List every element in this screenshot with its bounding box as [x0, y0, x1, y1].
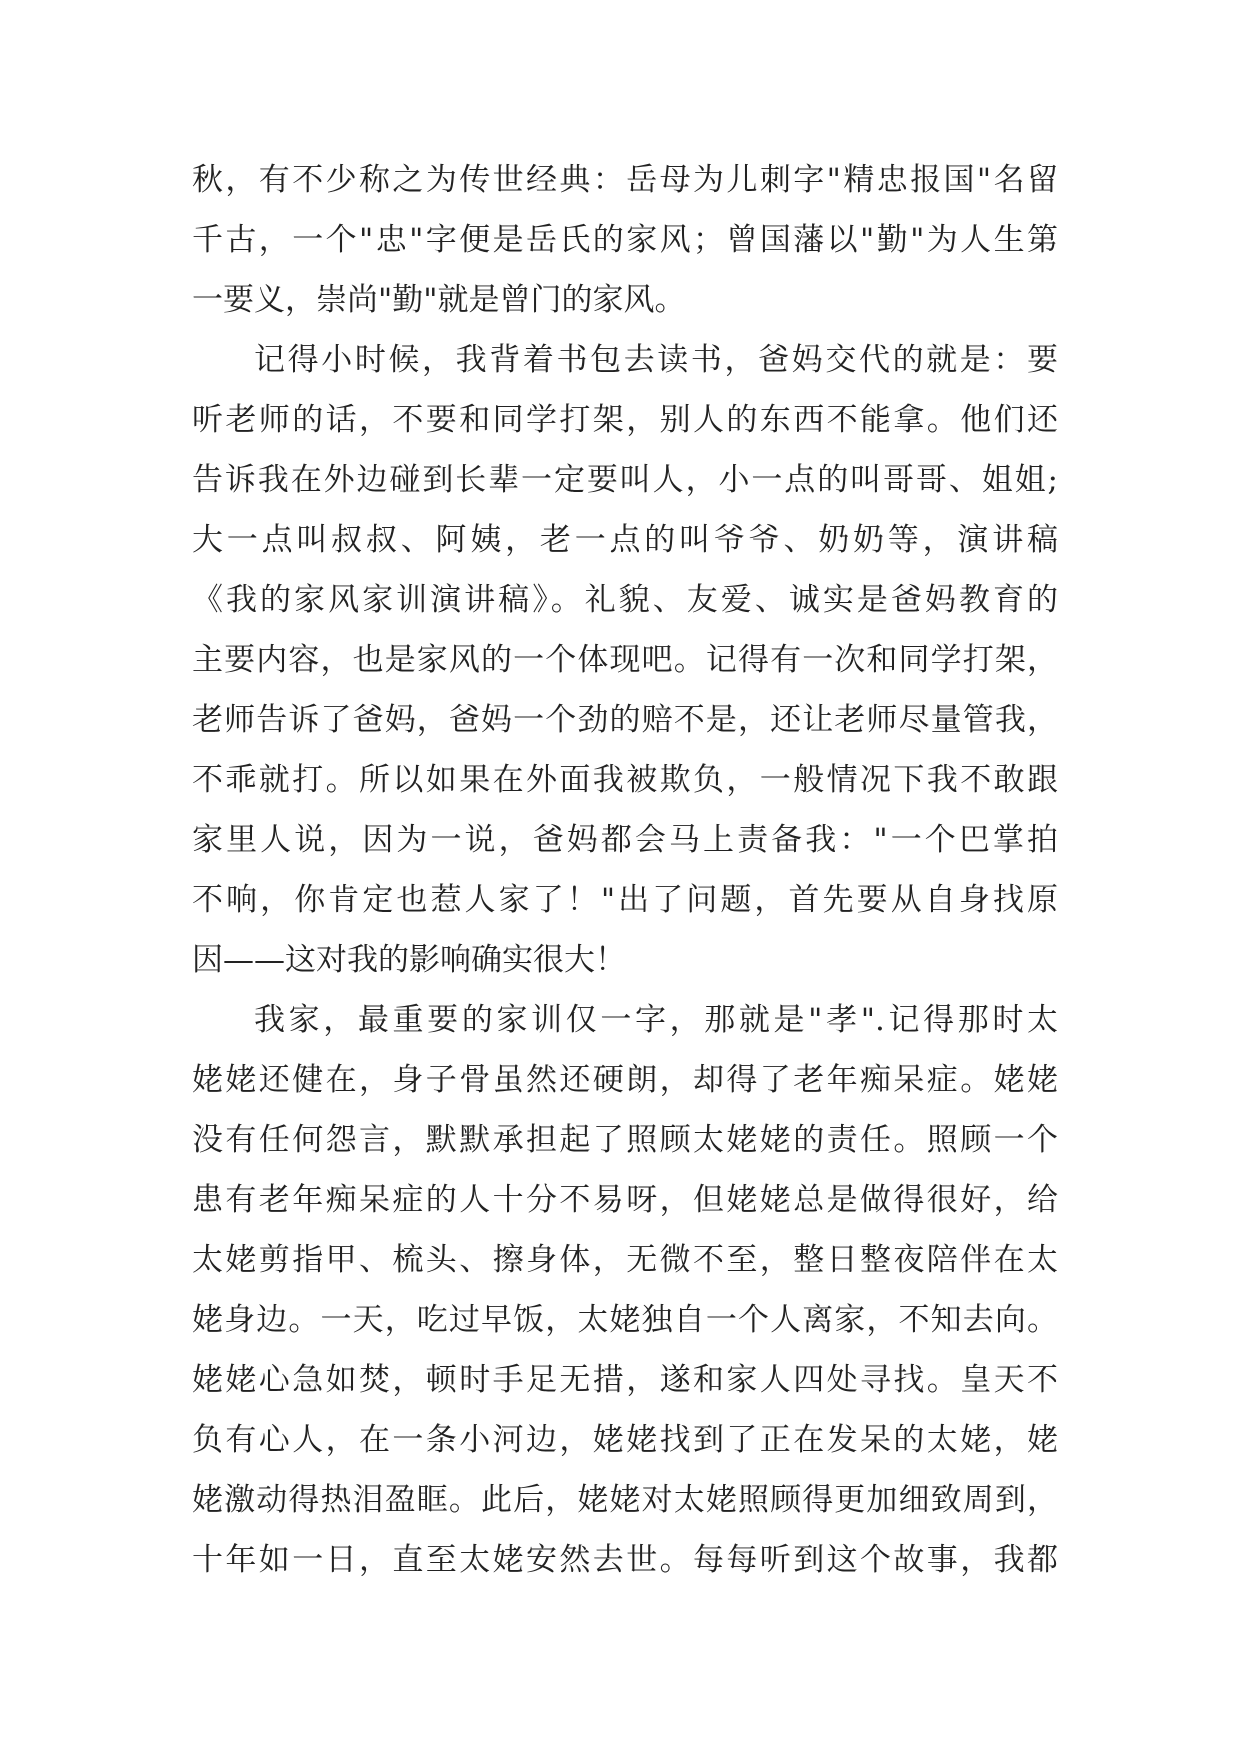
text-line: 十年如一日，直至太姥安然去世。每每听到这个故事，我都 [192, 1542, 1058, 1578]
text-line: 千古，一个"忠"字便是岳氏的家风；曾国藩以"勤"为人生第 [192, 222, 1058, 258]
text-line: 不响，你肯定也惹人家了！"出了问题，首先要从自身找原 [192, 882, 1058, 918]
text-line: 一要义，崇尚"勤"就是曾门的家风。 [192, 282, 686, 318]
text-line: 姥姥还健在，身子骨虽然还硬朗，却得了老年痴呆症。姥姥 [192, 1062, 1058, 1098]
text-line: 家里人说，因为一说，爸妈都会马上责备我："一个巴掌拍 [192, 822, 1058, 858]
text-line: 秋，有不少称之为传世经典：岳母为儿刺字"精忠报国"名留 [192, 162, 1058, 198]
text-line: 患有老年痴呆症的人十分不易呀，但姥姥总是做得很好，给 [192, 1182, 1058, 1218]
text-line: 没有任何怨言，默默承担起了照顾太姥姥的责任。照顾一个 [192, 1122, 1058, 1158]
text-line: 老师告诉了爸妈，爸妈一个劲的赔不是，还让老师尽量管我， [192, 702, 1058, 738]
text-line: 《我的家风家训演讲稿》。礼貌、友爱、诚实是爸妈教育的 [192, 582, 1058, 618]
text-line: 主要内容，也是家风的一个体现吧。记得有一次和同学打架， [192, 642, 1058, 678]
text-line: 听老师的话，不要和同学打架，别人的东西不能拿。他们还 [192, 402, 1058, 438]
text-line: 负有心人，在一条小河边，姥姥找到了正在发呆的太姥，姥 [192, 1422, 1058, 1458]
text-line: 大一点叫叔叔、阿姨，老一点的叫爷爷、奶奶等，演讲稿 [192, 522, 1058, 558]
text-line: 告诉我在外边碰到长辈一定要叫人，小一点的叫哥哥、姐姐; [192, 462, 1058, 498]
text-line: 姥姥心急如焚，顿时手足无措，遂和家人四处寻找。皇天不 [192, 1362, 1058, 1398]
body-text [192, 150, 1058, 1590]
text-line: 因——这对我的影响确实很大！ [192, 942, 626, 978]
text-line: 太姥剪指甲、梳头、擦身体，无微不至，整日整夜陪伴在太 [192, 1242, 1058, 1278]
text-line: 记得小时候，我背着书包去读书，爸妈交代的就是：要 [254, 342, 1058, 378]
text-line: 姥身边。一天，吃过早饭，太姥独自一个人离家，不知去向。 [192, 1302, 1058, 1338]
text-line: 姥激动得热泪盈眶。此后，姥姥对太姥照顾得更加细致周到， [192, 1482, 1058, 1518]
text-line: 我家，最重要的家训仅一字，那就是"孝".记得那时太 [254, 1002, 1058, 1038]
text-line: 不乖就打。所以如果在外面我被欺负，一般情况下我不敢跟 [192, 762, 1058, 798]
